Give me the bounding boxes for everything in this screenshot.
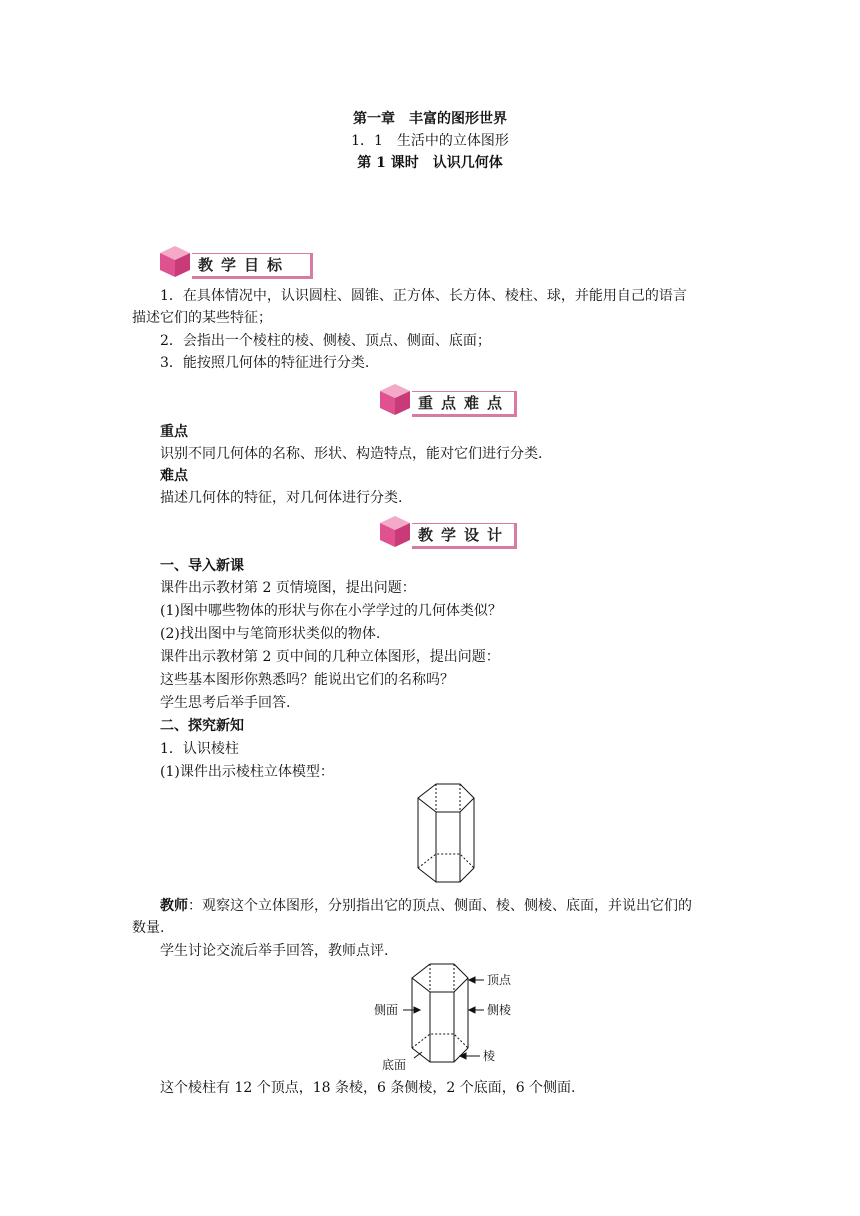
difficulty-text: 描述几何体的特征，对几何体进行分类. [160, 490, 403, 506]
teacher-text: ：观察这个立体图形，分别指出它的顶点、侧面、棱、侧棱、底面，并说出它们的 [188, 898, 692, 914]
lesson-title: 第 1 课时 认识几何体 [357, 155, 503, 171]
conclusion-text: 这个棱柱有 12 个顶点，18 条棱，6 条侧棱，2 个底面，6 个侧面. [160, 1080, 576, 1096]
goal-line-2: 描述它们的某些特征； [132, 310, 272, 326]
cube-icon [378, 382, 412, 416]
part1-line: 学生思考后举手回答. [160, 695, 291, 711]
chapter-title: 第一章 丰富的图形世界 [353, 111, 507, 127]
section-heading-label: 教学目标 [198, 256, 291, 274]
cube-icon [378, 514, 412, 548]
prism-figure [410, 780, 500, 890]
part1-line: 这些基本图形你熟悉吗？能说出它们的名称吗？ [160, 672, 454, 688]
part1-line: 课件出示教材第 2 页中间的几种立体图形，提出问题： [160, 649, 500, 665]
discussion-text: 学生讨论交流后举手回答，教师点评. [160, 943, 389, 959]
part1-title: 一、导入新课 [160, 558, 244, 574]
teacher-line-1 [160, 896, 760, 916]
sub1-item1: (1)课件出示棱柱立体模型： [160, 764, 334, 780]
sub1-title: 1．认识棱柱 [160, 741, 239, 757]
section-heading-goals [158, 244, 318, 274]
section-heading-label: 重点难点 [418, 394, 511, 412]
section-heading-design [378, 514, 538, 544]
teacher-label: 教师 [160, 898, 188, 914]
focus-text: 识别不同几何体的名称、形状、构造特点，能对它们进行分类. [160, 446, 543, 462]
teacher-line-2: 数量. [132, 920, 165, 936]
label-vertex: 顶点 [487, 973, 512, 987]
goal-line-4: 3．能按照几何体的特征进行分类. [160, 355, 370, 371]
section-heading-keypoints [378, 382, 538, 412]
label-side-face: 侧面 [374, 1003, 399, 1017]
focus-label: 重点 [160, 424, 188, 440]
part1-line: 课件出示教材第 2 页情境图，提出问题： [160, 580, 416, 596]
label-edge: 棱 [483, 1049, 496, 1063]
part1-line: (2)找出图中与笔筒形状类似的物体. [160, 626, 381, 642]
label-lateral-edge: 侧棱 [487, 1003, 512, 1017]
part1-line: (1)图中哪些物体的形状与你在小学学过的几何体类似？ [160, 603, 502, 619]
part2-title: 二、探究新知 [160, 718, 244, 734]
cube-icon [158, 244, 192, 278]
difficulty-label: 难点 [160, 468, 188, 484]
goal-line-3: 2．会指出一个棱柱的棱、侧棱、顶点、侧面、底面； [160, 333, 491, 349]
section-title: 1．1 生活中的立体图形 [351, 133, 509, 149]
labelled-prism-figure [370, 960, 530, 1072]
label-base: 底面 [382, 1058, 407, 1072]
goal-line-1: 1．在具体情况中，认识圆柱、圆锥、正方体、长方体、棱柱、球，并能用自己的语言 [160, 288, 687, 304]
section-heading-label: 教学设计 [418, 526, 511, 544]
